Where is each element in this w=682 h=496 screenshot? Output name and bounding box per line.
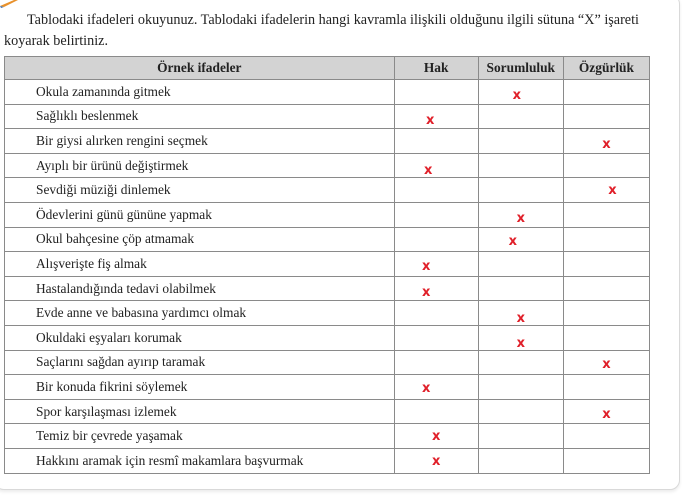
statement-cell: Ayıplı bir ürünü değiştirmek [5, 153, 395, 178]
statement-cell: Temiz bir çevrede yaşamak [5, 424, 395, 449]
mark-cell-hak [394, 424, 478, 449]
mark-cell-hak [394, 301, 478, 326]
mark-cell-özgürlük [563, 325, 649, 350]
mark-cell-özgürlük [563, 350, 649, 375]
mark-cell-özgürlük [563, 301, 649, 326]
x-mark: x [512, 87, 521, 103]
mark-cell-hak [394, 129, 478, 154]
table-row [5, 153, 650, 178]
mark-cell-hak [394, 252, 478, 277]
table-row [5, 448, 650, 473]
header-sorumluluk: Sorumluluk [478, 57, 563, 80]
mark-cell-hak [394, 276, 478, 301]
mark-cell-hak [394, 325, 478, 350]
x-mark: x [608, 183, 617, 199]
x-mark: x [421, 284, 431, 300]
mark-cell-özgürlük [563, 424, 649, 449]
header-hak: Hak [394, 57, 478, 80]
header-ozgurluk: Özgürlük [563, 57, 649, 80]
statement-cell: Sağlıklı beslenmek [5, 104, 395, 129]
mark-cell-sorumluluk [478, 350, 563, 375]
pencil-icon [0, 0, 22, 8]
table-row [5, 424, 650, 449]
mark-cell-sorumluluk [478, 325, 563, 350]
table-row [5, 399, 650, 424]
x-mark: x [421, 380, 431, 396]
mark-cell-özgürlük [563, 375, 649, 400]
statement-cell: Saçlarını sağdan ayırıp taramak [5, 350, 395, 375]
table-row [5, 178, 650, 203]
table-body [5, 80, 650, 474]
table-row [5, 227, 650, 252]
mark-cell-hak [394, 448, 478, 473]
mark-cell-sorumluluk [478, 80, 563, 105]
table-row [5, 104, 650, 129]
statement-cell: Alışverişte fiş almak [5, 252, 395, 277]
x-mark: x [602, 406, 611, 422]
table-row [5, 301, 650, 326]
x-mark: x [516, 335, 525, 351]
mark-cell-sorumluluk [478, 399, 563, 424]
statement-cell: Hakkını aramak için resmî makamlara başvurmak [5, 448, 395, 473]
mark-cell-özgürlük [563, 104, 649, 129]
mark-cell-sorumluluk [478, 424, 563, 449]
mark-cell-hak [394, 104, 478, 129]
mark-cell-özgürlük [563, 202, 649, 227]
x-mark: x [431, 429, 441, 445]
x-mark: x [516, 311, 525, 327]
statement-cell: Hastalandığında tedavi olabilmek [5, 276, 395, 301]
mark-cell-sorumluluk [478, 202, 563, 227]
statement-cell: Ödevlerini günü gününe yapmak [5, 202, 395, 227]
statement-cell: Okul bahçesine çöp atmamak [5, 227, 395, 252]
mark-cell-sorumluluk [478, 178, 563, 203]
mark-cell-özgürlük [563, 448, 649, 473]
instructions-text: Tablodaki ifadeleri okuyunuz. Tablodaki ifadelerin hangi kavramla ilişkili olduğunu ilgili sütuna “X” işareti koyarak belirtiniz. [4, 12, 639, 49]
mark-cell-hak [394, 153, 478, 178]
statement-cell: Bir giysi alırken rengini seçmek [5, 129, 395, 154]
mark-cell-özgürlük [563, 178, 649, 203]
x-mark: x [508, 234, 517, 250]
table-header-row [5, 57, 650, 80]
mark-cell-özgürlük [563, 80, 649, 105]
statement-cell: Bir konuda fikrini söylemek [5, 375, 395, 400]
mark-cell-özgürlük [563, 227, 649, 252]
table-row [5, 325, 650, 350]
x-mark: x [421, 258, 431, 274]
concept-table [4, 56, 650, 474]
x-mark: x [423, 162, 433, 178]
table-row [5, 375, 650, 400]
mark-cell-özgürlük [563, 399, 649, 424]
statement-cell: Okula zamanında gitmek [5, 80, 395, 105]
mark-cell-sorumluluk [478, 104, 563, 129]
x-mark: x [602, 357, 611, 373]
x-mark: x [425, 113, 435, 129]
table-row [5, 129, 650, 154]
mark-cell-hak [394, 399, 478, 424]
mark-cell-özgürlük [563, 129, 649, 154]
mark-cell-hak [394, 80, 478, 105]
table-row [5, 252, 650, 277]
mark-cell-hak [394, 178, 478, 203]
mark-cell-hak [394, 375, 478, 400]
mark-cell-sorumluluk [478, 301, 563, 326]
statement-cell: Okuldaki eşyaları korumak [5, 325, 395, 350]
mark-cell-sorumluluk [478, 276, 563, 301]
statement-cell: Spor karşılaşması izlemek [5, 399, 395, 424]
x-mark: x [431, 453, 441, 469]
table-row [5, 202, 650, 227]
mark-cell-özgürlük [563, 252, 649, 277]
mark-cell-sorumluluk [478, 448, 563, 473]
mark-cell-hak [394, 227, 478, 252]
header-statements: Örnek ifadeler [5, 57, 395, 80]
x-mark: x [602, 136, 611, 152]
statement-cell: Sevdiği müziği dinlemek [5, 178, 395, 203]
statement-cell: Evde anne ve babasına yardımcı olmak [5, 301, 395, 326]
mark-cell-sorumluluk [478, 252, 563, 277]
mark-cell-sorumluluk [478, 153, 563, 178]
mark-cell-özgürlük [563, 276, 649, 301]
mark-cell-özgürlük [563, 153, 649, 178]
x-mark: x [516, 210, 525, 226]
table-row [5, 276, 650, 301]
mark-cell-hak [394, 350, 478, 375]
table-row [5, 350, 650, 375]
mark-cell-sorumluluk [478, 227, 563, 252]
mark-cell-hak [394, 202, 478, 227]
mark-cell-sorumluluk [478, 129, 563, 154]
mark-cell-sorumluluk [478, 375, 563, 400]
table-row [5, 80, 650, 105]
